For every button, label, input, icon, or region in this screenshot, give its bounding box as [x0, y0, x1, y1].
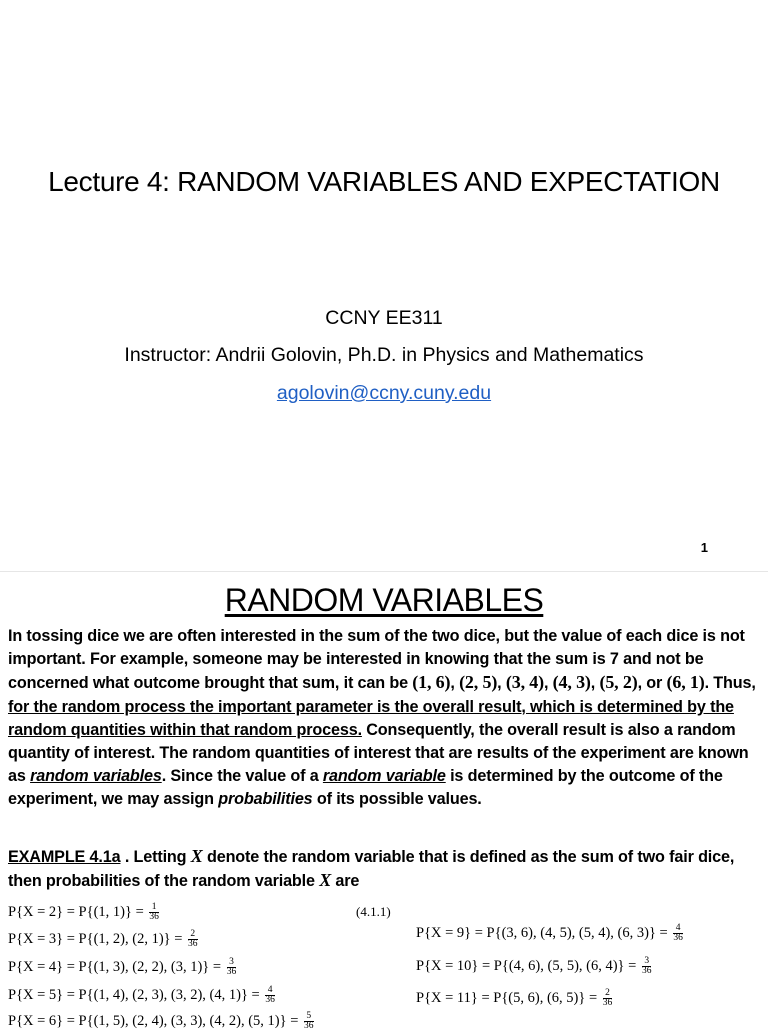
pair-3-4: (3, 4)	[505, 672, 544, 693]
fraction-denominator: 36	[304, 1021, 314, 1031]
fraction-denominator: 36	[602, 998, 613, 1008]
lecture-title: Lecture 4: RANDOM VARIABLES AND EXPECTATION	[48, 166, 720, 197]
equation-number: (4.1.1)	[356, 904, 391, 919]
pair-6-1: (6, 1)	[666, 672, 705, 693]
fraction-numerator: 4	[265, 986, 275, 996]
fraction	[149, 903, 159, 922]
equation-lhs: P{X = 4} = P{(1, 3), (2, 2), (3, 1)} =	[8, 958, 225, 975]
example-label: EXAMPLE 4.1a	[8, 848, 121, 866]
para-text: In tossing dice we are often interested in the sum of the two dice, but the value of each dice is not important. For example, someone may be interested in knowing that the sum is 7 and not be concerned what outcome brought that sum, it can be	[8, 627, 745, 693]
fraction-denominator: 36	[641, 966, 652, 976]
section-title: RANDOM VARIABLES	[224, 582, 544, 618]
fraction-denominator: 36	[673, 933, 683, 943]
variable-x: X	[190, 846, 203, 866]
equation-lhs: P{X = 3} = P{(1, 2), (2, 1)} =	[8, 930, 187, 947]
fraction-denominator: 36	[265, 995, 275, 1005]
underlined-statement: for the random process the important parameter is the overall result, which is determined by the random quantities within that random process.	[8, 697, 734, 739]
fraction	[265, 986, 275, 1005]
para-text: is determined by the outcome of the experiment, we may assign	[8, 767, 723, 809]
variable-x: X	[319, 870, 332, 891]
term-random-variable: random variable	[322, 767, 446, 786]
fraction-numerator: 5	[304, 1012, 314, 1022]
fraction-numerator: 4	[673, 924, 683, 934]
fraction-numerator: 2	[188, 930, 198, 940]
fraction	[673, 924, 683, 943]
content-slide	[0, 572, 768, 1031]
equation-lhs: P{X = 5} = P{(1, 4), (2, 3), (3, 2), (4, 1)} =	[8, 986, 264, 1003]
para-text: Consequently, the overall result is also a random quantity of interest. The random quantities of interest that are results of the experiment are known as	[8, 720, 749, 786]
equation-left	[8, 930, 198, 949]
pair-5-2: (5, 2)	[599, 672, 638, 693]
instructor-email-link[interactable]: agolovin@ccny.cuny.edu	[276, 382, 492, 404]
pair-2-5: (2, 5)	[459, 672, 498, 693]
fraction-numerator: 2	[603, 989, 613, 999]
fraction-numerator: 3	[227, 958, 237, 968]
example-intro	[8, 845, 762, 893]
equation-left	[8, 1012, 314, 1031]
example-text: . Letting	[120, 848, 191, 866]
para-text: ,	[590, 674, 600, 693]
para-text: of its possible values.	[312, 790, 482, 809]
para-text: ,	[497, 674, 506, 693]
intro-paragraph	[8, 625, 762, 812]
example-text: denote the random variable that is defined as the sum of two fair dice, then probabilities of the random variable	[8, 848, 735, 891]
fraction-denominator: 36	[188, 939, 198, 949]
para-text: . Since the value of a	[161, 767, 323, 786]
fraction	[603, 989, 613, 1008]
fraction	[304, 1012, 314, 1031]
equation-lhs: P{X = 6} = P{(1, 5), (2, 4), (3, 3), (4, 2), (5, 1)} =	[8, 1012, 303, 1029]
equation-right	[416, 924, 683, 943]
example-text: are	[331, 872, 360, 891]
equation-right	[416, 989, 612, 1008]
fraction-numerator: 1	[149, 903, 159, 913]
equation-right	[416, 957, 651, 976]
para-text: ,	[543, 674, 553, 693]
term-probabilities: probabilities	[218, 790, 313, 809]
equation-lhs: P{X = 2} = P{(1, 1)} =	[8, 903, 148, 920]
equation-left	[8, 958, 236, 977]
term-random-variables: random variables	[30, 767, 162, 786]
equation-lhs: P{X = 10} = P{(4, 6), (5, 5), (6, 4)} =	[416, 957, 640, 974]
fraction	[227, 958, 237, 977]
pair-4-3: (4, 3)	[552, 672, 591, 693]
equation-left	[8, 986, 275, 1005]
equation-left	[8, 903, 159, 922]
fraction-numerator: 3	[642, 957, 652, 967]
page-number: 1	[700, 540, 708, 555]
para-text: . Thus,	[704, 674, 756, 693]
fraction	[188, 930, 198, 949]
equation-lhs: P{X = 9} = P{(3, 6), (4, 5), (5, 4), (6, 3)} =	[416, 924, 672, 941]
equation-lhs: P{X = 11} = P{(5, 6), (6, 5)} =	[416, 989, 601, 1006]
instructor-name: Instructor: Andrii Golovin, Ph.D. in Physics and Mathematics	[124, 344, 644, 366]
fraction	[642, 957, 652, 976]
para-text: ,	[450, 674, 460, 693]
fraction-denominator: 36	[149, 912, 159, 922]
pair-1-6: (1, 6)	[412, 672, 451, 693]
para-text: , or	[637, 674, 667, 693]
fraction-denominator: 36	[226, 967, 237, 977]
course-name: CCNY EE311	[325, 307, 443, 329]
